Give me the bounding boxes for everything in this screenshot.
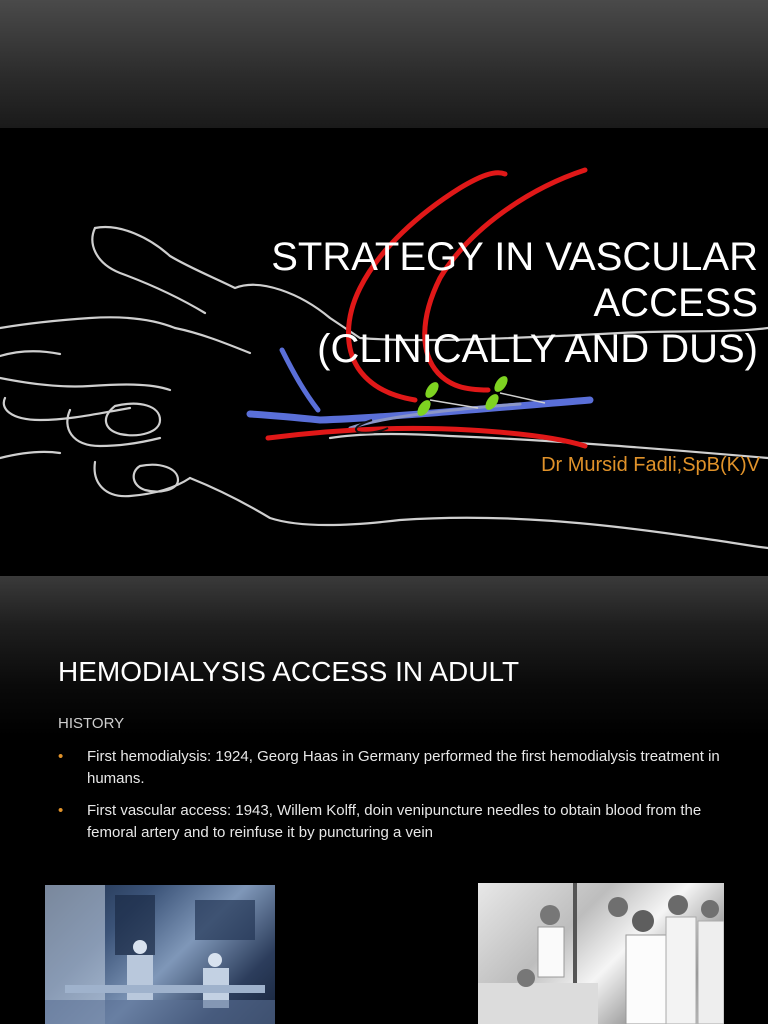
- slide-title: [118, 234, 758, 372]
- previous-slide-band: [0, 0, 768, 128]
- bullet-icon: •: [58, 748, 64, 765]
- title-slide: [0, 128, 768, 576]
- author-name: Dr Mursid Fadli,SpB(K)V: [541, 454, 760, 476]
- historical-photo-kolff: [478, 883, 724, 1024]
- bullet-text: First hemodialysis: 1924, Georg Haas in Germany performed the first hemodialysis treatment in humans.: [87, 748, 720, 787]
- bullet-list: [58, 746, 738, 854]
- slide-subheading: HISTORY: [58, 715, 125, 732]
- photo-scene-right: [478, 883, 724, 1024]
- slide-title-line-2: (CLINICALLY AND DUS): [317, 327, 758, 371]
- bullet-item: [58, 800, 738, 844]
- bullet-item: [58, 746, 738, 790]
- historical-photo-haas: [45, 885, 275, 1024]
- bullet-text: First vascular access: 1943, Willem Kolff, doin venipuncture needles to obtain blood from the femoral artery and to reinfuse it by puncturing a vein: [87, 802, 702, 841]
- photo-scene-left: [45, 885, 275, 1024]
- bullet-icon: •: [58, 802, 64, 819]
- slide-heading: HEMODIALYSIS ACCESS IN ADULT: [58, 656, 520, 687]
- history-slide: [0, 576, 768, 1024]
- radial-artery: [268, 428, 585, 446]
- slide-title-line-1: STRATEGY IN VASCULAR ACCESS: [271, 235, 758, 325]
